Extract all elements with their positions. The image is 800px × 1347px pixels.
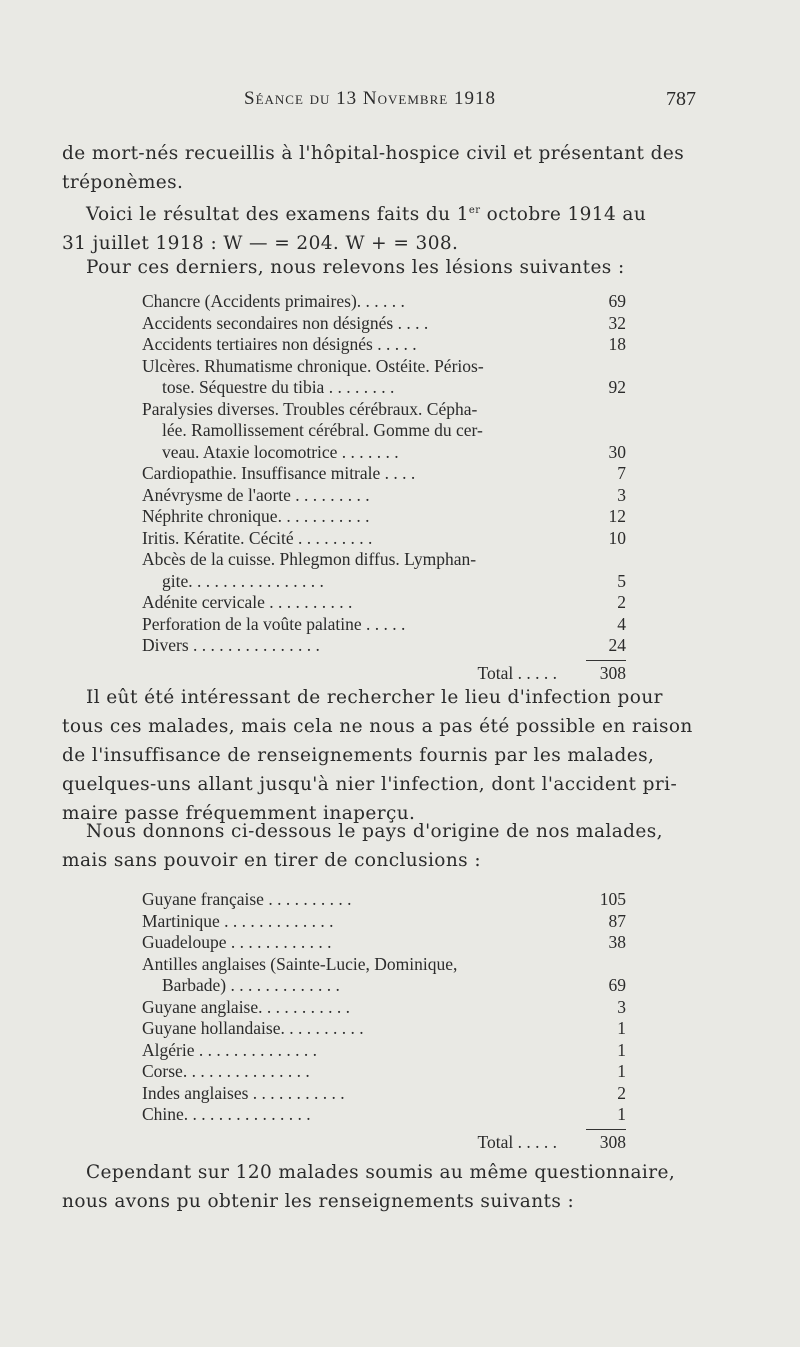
total-label: Total . . . . . — [477, 662, 557, 683]
paragraph-lesions-intro — [62, 253, 700, 282]
row-value: 5 — [617, 570, 626, 591]
paragraph-line: Cependant sur 120 malades soumis au même questionnaire, — [86, 1162, 676, 1183]
row-label: tose. Séquestre du tibia . . . . . . . . — [162, 377, 395, 397]
row-label: Chine. . . . . . . . . . . . . . . — [142, 1104, 311, 1124]
row-label: Guadeloupe . . . . . . . . . . . . — [142, 932, 332, 952]
paragraph-origins-intro — [62, 817, 700, 875]
row-label: Antilles anglaises (Sainte-Lucie, Dominique, — [142, 953, 458, 974]
row-value: 87 — [608, 910, 626, 931]
row-value: 38 — [608, 932, 626, 952]
row-label: veau. Ataxie locomotrice . . . . . . . — [162, 441, 399, 462]
row-label: Néphrite chronique. . . . . . . . . . . — [142, 506, 370, 526]
row-label: Paralysies diverses. Troubles cérébraux. Cépha- — [142, 398, 478, 419]
row-value: 69 — [608, 975, 626, 995]
total-row — [142, 663, 626, 685]
paragraph-line: maire passe fréquemment inaperçu. — [62, 803, 416, 824]
table-row — [142, 463, 626, 485]
table-row — [142, 334, 626, 356]
table-row — [142, 635, 626, 657]
total-value: 308 — [599, 662, 626, 683]
table-row — [142, 954, 626, 976]
row-value: 30 — [608, 441, 626, 462]
row-value: 105 — [599, 889, 626, 909]
row-value: 92 — [608, 377, 626, 397]
row-label: Divers . . . . . . . . . . . . . . . — [142, 635, 320, 655]
page-number: 787 — [666, 88, 696, 110]
paragraph-line: Voici le résultat des examens faits du 1er octobre 1914 au — [86, 204, 647, 226]
row-label: Guyane anglaise. . . . . . . . . . . — [142, 996, 351, 1017]
table-row — [142, 485, 626, 507]
row-label: Guyane française . . . . . . . . . . — [142, 889, 352, 909]
row-value: 32 — [608, 312, 626, 333]
row-label: Barbade) . . . . . . . . . . . . . — [162, 975, 340, 995]
paragraph-line: Pour ces derniers, nous relevons les lésions suivantes : — [86, 257, 625, 278]
table-row — [142, 1018, 626, 1040]
table-row — [142, 1104, 626, 1126]
page-header — [0, 88, 800, 118]
row-label: Accidents tertiaires non désignés . . . . . — [142, 334, 417, 354]
row-label: gite. . . . . . . . . . . . . . . . — [162, 570, 324, 591]
row-label: Cardiopathie. Insuffisance mitrale . . . . — [142, 463, 416, 483]
running-head: Séance du 13 Novembre 1918 — [244, 88, 496, 109]
paragraph-line: Il eût été intéressant de rechercher le lieu d'infection pour — [86, 687, 663, 708]
row-label: Accidents secondaires non désignés . . . . — [142, 312, 429, 333]
row-value: 1 — [617, 1104, 626, 1124]
total-value: 308 — [599, 1131, 626, 1152]
row-value: 1 — [617, 1018, 626, 1038]
row-label: Indes anglaises . . . . . . . . . . . — [142, 1082, 345, 1103]
row-label: Ulcères. Rhumatisme chronique. Ostéite. Périos- — [142, 355, 484, 376]
table-row — [142, 975, 626, 997]
paragraph-infection — [62, 683, 700, 828]
row-value: 69 — [608, 291, 626, 311]
row-value: 3 — [617, 484, 626, 505]
total-label: Total . . . . . — [477, 1131, 557, 1152]
table-row — [142, 399, 626, 421]
table-row — [142, 1040, 626, 1062]
row-value: 1 — [617, 1061, 626, 1081]
row-value: 18 — [608, 334, 626, 354]
row-label: Abcès de la cuisse. Phlegmon diffus. Lymphan- — [142, 549, 477, 569]
lesions-table — [142, 291, 626, 684]
row-value: 10 — [608, 527, 626, 548]
table-row — [142, 592, 626, 614]
paragraph-line: tréponèmes. — [62, 172, 184, 193]
table-row — [142, 889, 626, 911]
row-label: Martinique . . . . . . . . . . . . . — [142, 910, 334, 931]
table-row — [142, 614, 626, 636]
paragraph-line: tous ces malades, mais cela ne nous a pas été possible en raison — [62, 716, 693, 737]
paragraph-questionnaire — [62, 1158, 700, 1216]
table-row — [142, 291, 626, 313]
row-value: 12 — [608, 506, 626, 526]
row-value: 1 — [617, 1039, 626, 1060]
paragraph-line: de mort-nés recueillis à l'hôpital-hospice civil et présentant des — [62, 143, 685, 164]
total-row — [142, 1132, 626, 1154]
row-label: Anévrysme de l'aorte . . . . . . . . . — [142, 484, 370, 505]
table-row — [142, 442, 626, 464]
total-rule — [586, 660, 626, 661]
table-row — [142, 571, 626, 593]
paragraph-line: quelques-uns allant jusqu'à nier l'infection, dont l'accident pri- — [62, 774, 678, 795]
table-row — [142, 997, 626, 1019]
table-row — [142, 549, 626, 571]
table-row — [142, 506, 626, 528]
row-value: 2 — [617, 592, 626, 612]
paragraph-line: mais sans pouvoir en tirer de conclusions : — [62, 850, 481, 871]
table-row — [142, 313, 626, 335]
paragraph-line: de l'insuffisance de renseignements fournis par les malades, — [62, 745, 655, 766]
table-row — [142, 911, 626, 933]
row-label: Iritis. Kératite. Cécité . . . . . . . . . — [142, 527, 373, 548]
row-value: 4 — [617, 613, 626, 634]
paragraph-continuation — [62, 139, 700, 197]
table-row — [142, 1083, 626, 1105]
row-label: Guyane hollandaise. . . . . . . . . . — [142, 1018, 364, 1038]
row-label: Chancre (Accidents primaires). . . . . . — [142, 291, 405, 311]
table-row — [142, 528, 626, 550]
table-row — [142, 932, 626, 954]
table-row — [142, 420, 626, 442]
row-label: lée. Ramollissement cérébral. Gomme du cer- — [162, 420, 483, 440]
row-value: 7 — [617, 463, 626, 483]
row-label: Adénite cervicale . . . . . . . . . . — [142, 592, 353, 612]
row-value: 2 — [617, 1082, 626, 1103]
paragraph-results — [62, 196, 700, 258]
row-label: Algérie . . . . . . . . . . . . . . — [142, 1039, 317, 1060]
row-label: Perforation de la voûte palatine . . . . . — [142, 613, 406, 634]
row-value: 24 — [608, 635, 626, 655]
origins-table — [142, 889, 626, 1153]
row-value: 3 — [617, 996, 626, 1017]
total-rule — [586, 1129, 626, 1130]
table-row — [142, 1061, 626, 1083]
paragraph-line: nous avons pu obtenir les renseignements suivants : — [62, 1191, 575, 1212]
paragraph-line: 31 juillet 1918 : W — = 204. W + = 308. — [62, 233, 459, 255]
table-row — [142, 377, 626, 399]
row-label: Corse. . . . . . . . . . . . . . . — [142, 1061, 310, 1081]
paragraph-line: Nous donnons ci-dessous le pays d'origine de nos malades, — [86, 821, 663, 842]
superscript: er — [468, 205, 481, 216]
table-row — [142, 356, 626, 378]
